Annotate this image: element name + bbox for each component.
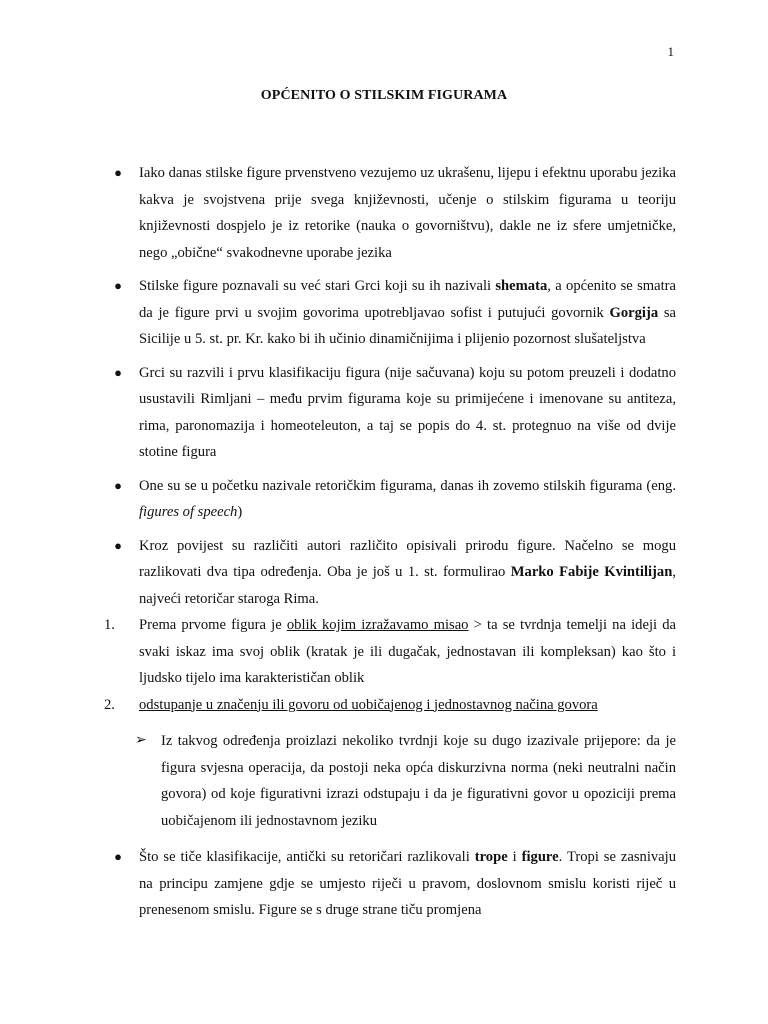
bullet-item-2 [114,273,676,353]
bullet-item-3 [114,360,676,466]
paragraph-text: , najveći retoričar staroga Rima. [139,564,676,607]
paragraph-text: ) [237,504,243,520]
paragraph-text: One su se u početku nazivale retoričkim figurama, danas ih zovemo stilskih figurama (eng. [139,477,676,494]
paragraph-text: Iako danas stilske figure prvenstveno vezujemo uz ukrašenu, lijepu i efektnu uporabu jezika kakva je svojstvena prije svega književnosti, učenje o stilskim figurama u teoriju književnosti dospjelo je iz retorike (nauka o govorništvu), dakle ne iz sfere umjetničke, nego „obične“ svakodnevne uporabe jezika [139,165,676,261]
bullet-marker: ● [114,278,122,293]
paragraph-text: Što se tiče klasifikacije, antički su retoričari razlikovali [139,849,475,865]
page-number: 1 [667,44,674,59]
bullet-item-1 [114,160,676,266]
numbered-item-2 [104,692,676,719]
arrow-marker: ➢ [135,733,147,748]
bullet-item-5 [114,533,676,613]
paragraph-text: sa Sicilije u 5. st. pr. Kr. kako bi ih učinio dinamičnijima i plijenio pozornost slušateljstva [139,304,676,347]
bullet-marker: ● [114,849,122,864]
bold-term: Marko Fabije Kvintilijan [510,564,673,580]
bullet-marker: ● [114,165,122,180]
bold-term: shemata [495,278,548,294]
paragraph-text: Kroz povijest su različiti autori različito opisivali prirodu figure. Načelno se mogu razlikovati dva tipa određenja. Oba je još u 1. st. formulirao [139,537,676,580]
paragraph-text: i [507,849,522,865]
italic-term: figures of speech [139,504,238,520]
paragraph-text: Prema prvome figura je [139,617,287,633]
bullet-item-6 [114,844,677,924]
bullet-marker: ● [114,364,122,380]
arrow-subitem [135,728,676,834]
paragraph-text: . Tropi se zasnivaju na principu zamjene gdje se umjesto riječi u pravom, doslovnom smislu koristi riječ u prenesenom smislu. Figure se s druge strane tiču promjena [139,849,677,918]
numbered-item-1 [104,612,676,692]
number-marker: 1. [104,617,115,633]
bold-term: Gorgija [609,304,659,321]
paragraph-text: , a općenito se smatra da je figure prvi u svojim govorima upotrebljavao sofist i putujući govornik [139,278,676,321]
bullet-marker: ● [114,477,122,493]
bold-term: figure [521,849,559,865]
paragraph-text: Stilske figure poznavali su već stari Grci koji su ih nazivali [139,278,496,294]
underlined-phrase: oblik kojim izražavamo misao [286,617,469,633]
bullet-marker: ● [114,537,122,553]
paragraph-text: Iz takvog određenja proizlazi nekoliko tvrdnji koje su dugo izazivale prijepore: da je figura svjesna operacija, da postoji neka opća diskurzivna norma (neki neutralni način govora) od koje figurativni izrazi odstupaju i da je figurativni govor u opoziciji prema uobičajenom ili jednostavnom jeziku [161,733,676,829]
number-marker: 2. [104,696,115,713]
paragraph-text: > ta se tvrdnja temelji na ideji da svaki iskaz ima svoj oblik (kratak je ili dugačak, jednostavan ili kompleksan) kao što i ljudsko tijelo ima karakterističan oblik [139,617,676,686]
underlined-phrase: odstupanje u značenju ili govoru od uobičajenog i jednostavnog načina govora [139,696,598,713]
paragraph-text: Grci su razvili i prvu klasifikaciju figura (nije sačuvana) koju su potom preuzeli i dodatno usustavili Rimljani – među prvim figurama koje su primijećene i imenovane su antiteza, rima, paronomazija i homeoteleuton, a taj se popis do 4. st. protegnuo na više od dvije stotine figura [139,364,676,460]
bullet-item-4 [114,473,676,526]
document-body [104,160,677,924]
bold-term: trope [474,849,508,865]
document-title: OPĆENITO O STILSKIM FIGURAMA [260,88,508,103]
